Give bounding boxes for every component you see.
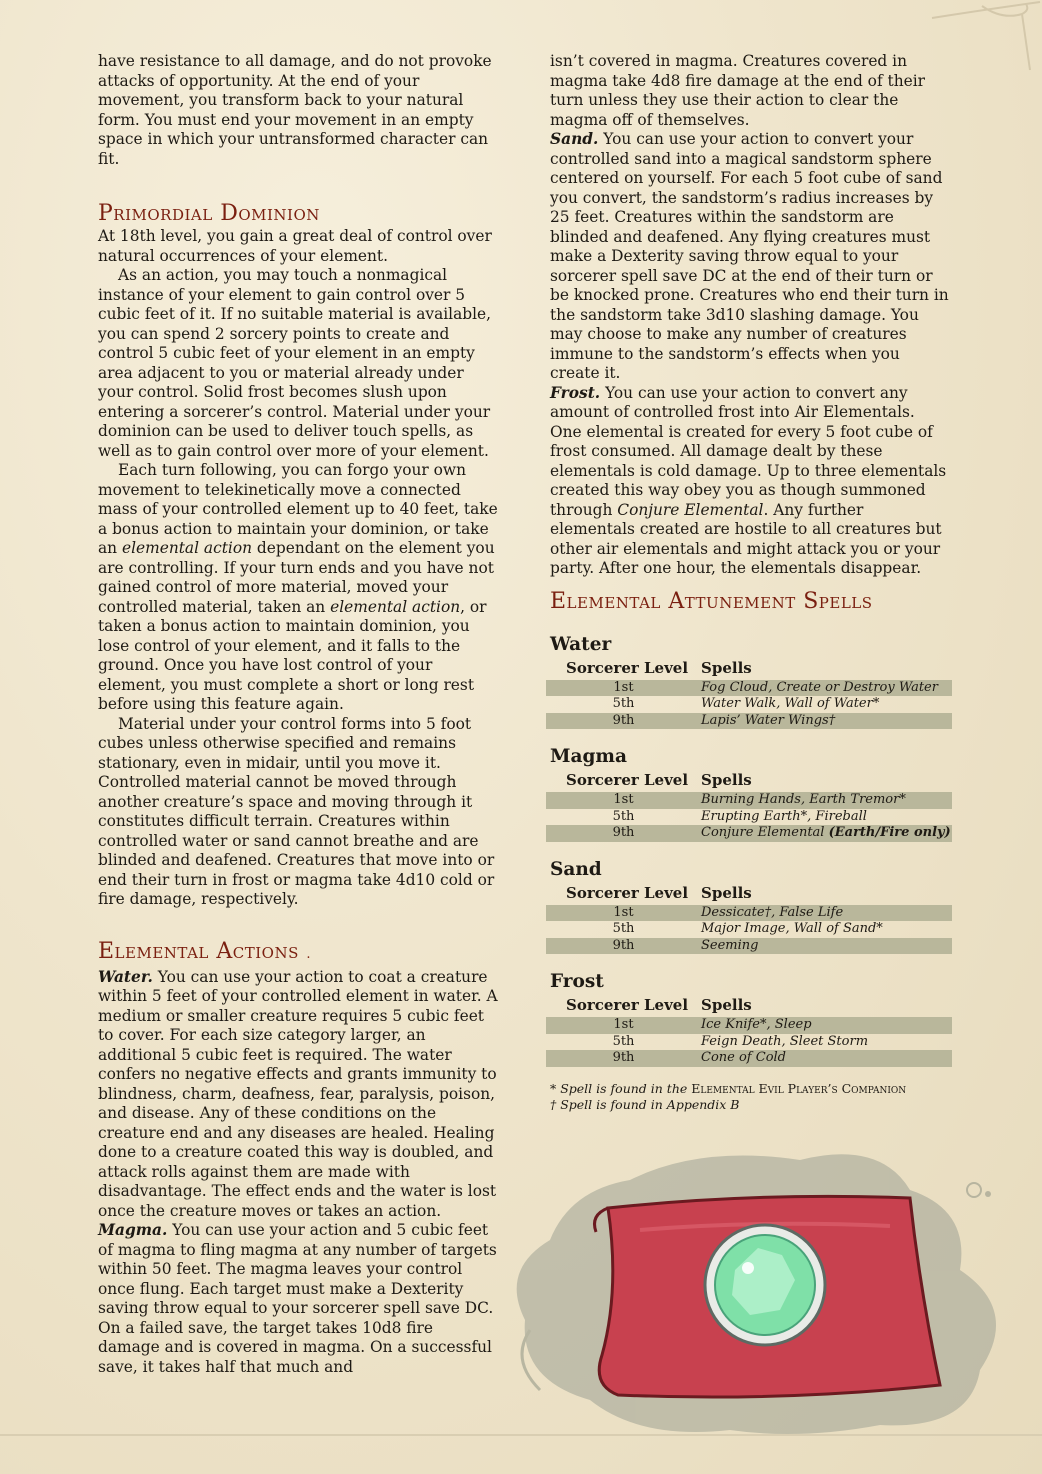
gem (705, 1225, 825, 1345)
column-header-spells: Spells (701, 658, 752, 677)
elemental-action-term: elemental action (121, 539, 252, 557)
column-header-spells: Spells (701, 996, 752, 1014)
sorcerer-level-cell: 5th (612, 1033, 635, 1049)
table-row (546, 792, 952, 809)
spells-cell: Major Image, Wall of Sand* (701, 921, 883, 936)
water-action: Water. You can use your action to coat a creature within 5 feet of your controlled element in water. A medium or smaller creature requires 5 cubic feet to cover. For each size category larger, an additional 5 cubic feet is required. The water confers no negative effects and grants immunity to blindness, charm, deafness, fear, paralysis, poison, and disease. Any of these conditions on the creature end and any diseases are healed. Healing done to a creature coated this way is doubled, and attack rolls against them are made with disadvantage. The effect ends and the water is lost once the creature moves or takes an action. (98, 967, 498, 1220)
sorcerer-level-cell: 9th (546, 938, 701, 955)
spell-table-grid (546, 882, 952, 955)
sorcerer-level-cell: 1st (546, 1017, 701, 1034)
spell-table-title: Frost (550, 971, 604, 992)
column-header-level: Sorcerer Level (566, 883, 689, 902)
sorcerer-level-cell: 1st (546, 792, 701, 809)
table-row (546, 1017, 952, 1034)
elemental-action-term: elemental action (330, 597, 461, 616)
column-header-spells: Spells (701, 883, 752, 902)
column-header-spells: Spells (701, 771, 752, 789)
table-row (546, 905, 952, 922)
right-column (550, 52, 950, 1113)
spell-table-grid (546, 994, 952, 1067)
sorcerer-level-cell: 5th (612, 921, 635, 936)
sorcerer-level-cell: 9th (546, 713, 701, 730)
magma-action: Magma. You can use your action and 5 cubic feet of magma to fling magma at any number of targets within 50 feet. The magma leaves your control once flung. Each target must make a Dexterity saving throw equal to your sorcerer spell save DC. On a failed save, the target takes 10d8 fire damage and is covered in magma. On a successful save, it takes half that much and (98, 1221, 497, 1376)
column-header-level: Sorcerer Level (566, 996, 689, 1014)
spells-cell: Erupting Earth*, Fireball (701, 808, 867, 824)
sorcerer-level-cell: 5th (612, 696, 635, 711)
spell-table-title: Water (550, 633, 612, 655)
spell-tables (550, 633, 950, 1067)
spell-table-frost (550, 970, 950, 1067)
sorcerer-level-cell: 9th (546, 825, 701, 842)
spells-cell: Cone of Cold (701, 1050, 952, 1067)
spell-table-water (550, 633, 950, 730)
primordial-dominion-p4: Material under your control forms into 5 foot cubes unless otherwise specified and remains stationary, even in midair, until you move it. Controlled material cannot be moved through another creature’s space and moving through it constitutes difficult terrain. Creatures within controlled water or sand cannot breathe and are blinded and deafened. Creatures that move into or end their turn in frost or magma take 4d10 cold or fire damage, respectively. (98, 714, 495, 908)
elemental-attunement-spells-heading: Elemental Attunement Spells (550, 588, 873, 614)
spells-cell: Burning Hands, Earth Tremor* (701, 792, 952, 809)
spells-cell: Ice Knife*, Sleep (701, 1017, 952, 1034)
elemental-actions-heading: Elemental Actions . (98, 938, 312, 964)
spells-cell: Water Walk, Wall of Water* (701, 696, 880, 711)
sorcerer-level-cell: 9th (546, 1050, 701, 1067)
spell-table-grid (546, 657, 952, 730)
pillow-gem-illustration (500, 1140, 1042, 1440)
spell-table-grid (546, 769, 952, 842)
spell-table-title: Magma (550, 746, 627, 767)
column-header-level: Sorcerer Level (566, 771, 689, 789)
spells-cell: Dessicate†, False Life (701, 905, 952, 922)
spells-cell: Lapis’ Water Wings† (701, 713, 952, 730)
left-column (98, 52, 498, 1377)
table-row (546, 696, 952, 713)
spells-cell: Feign Death, Sleet Storm (701, 1033, 869, 1049)
sorcerer-level-cell: 1st (546, 905, 701, 922)
footnotes (550, 1081, 950, 1113)
frost-action: Frost. You can use your action to convert any amount of controlled frost into Air Elementals. One elemental is created for every 5 foot cube of frost consumed. All damage dealt by these elementals is cold damage. Up to three elementals created this way obey you as though summoned through Conjure Elemental. Any further elementals created are hostile to all creatures but other air elementals and might attack you or your party. After one hour, the elementals disappear. (550, 383, 947, 577)
footnote-asterisk: * Spell is found in the Elemental Evil Player’s Companion (550, 1080, 907, 1096)
sorcerer-level-cell: 1st (546, 680, 701, 697)
primordial-dominion-p1: At 18th level, you gain a great deal of control over natural occurrences of your element. (98, 227, 492, 265)
table-row (546, 938, 952, 955)
column-header-level: Sorcerer Level (566, 658, 689, 677)
sorcerer-level-cell: 5th (612, 808, 635, 824)
primordial-dominion-heading: Primordial Dominion (98, 201, 320, 226)
table-row (546, 921, 952, 938)
spells-cell: Fog Cloud, Create or Destroy Water (701, 680, 952, 697)
table-row (546, 1050, 952, 1067)
spell-table-magma (550, 745, 950, 842)
table-row (546, 1034, 952, 1051)
footnote-dagger: † Spell is found in Appendix B (550, 1096, 740, 1112)
sand-action: Sand. You can use your action to convert your controlled sand into a magical sandstorm sphere centered on yourself. For each 5 foot cube of sand you convert, the sandstorm’s radius increases by 25 feet. Creatures within the sandstorm are blinded and deafened. Any flying creatures must make a Dexterity saving throw equal to your sorcerer spell save DC at the end of their turn or be knocked prone. Creatures who end their turn in the sandstorm take 3d10 slashing damage. You may choose to make any number of creatures immune to the sandstorm’s effects when you create it. (550, 130, 949, 382)
magma-action-continued: isn’t covered in magma. Creatures covered in magma take 4d8 fire damage at the end of their turn unless they use their action to clear the magma off of themselves. (550, 52, 926, 129)
table-row (546, 825, 952, 842)
table-row (546, 713, 952, 730)
primordial-dominion-p3: Each turn following, you can forgo your own movement to telekinetically move a connected mass of your controlled element up to 40 feet, take a bonus action to maintain your dominion, or take an elemental action dependant on the element you are controlling. If your turn ends and you have not gained control of more material, moved your controlled material, taken an elemental action, or taken a bonus action to maintain dominion, you lose control of your element, and it falls to the ground. Once you have lost control of your element, you must complete a short or long rest before using this feature again. (98, 461, 498, 713)
primordial-dominion-p2: As an action, you may touch a nonmagical instance of your element to gain control over 5 cubic feet of it. If no suitable material is available, you can spend 2 sorcery points to create and control 5 cubic feet of your element in an empty area adjacent to you or material already under your control. Solid frost becomes slush upon entering a sorcerer’s control. Material under your dominion can be used to deliver touch spells, as well as to gain control over more of your element. (98, 266, 492, 460)
table-row (546, 809, 952, 826)
spells-cell: Seeming (701, 938, 952, 955)
intro-paragraph: have resistance to all damage, and do not provoke attacks of opportunity. At the end of your movement, you transform back to your natural form. You must end your movement in an empty space in which your untransformed character can fit. (98, 52, 492, 168)
spells-cell: Conjure Elemental (Earth/Fire only) (701, 825, 951, 840)
table-row (546, 680, 952, 697)
spell-table-sand (550, 858, 950, 955)
spell-table-title: Sand (550, 858, 602, 880)
